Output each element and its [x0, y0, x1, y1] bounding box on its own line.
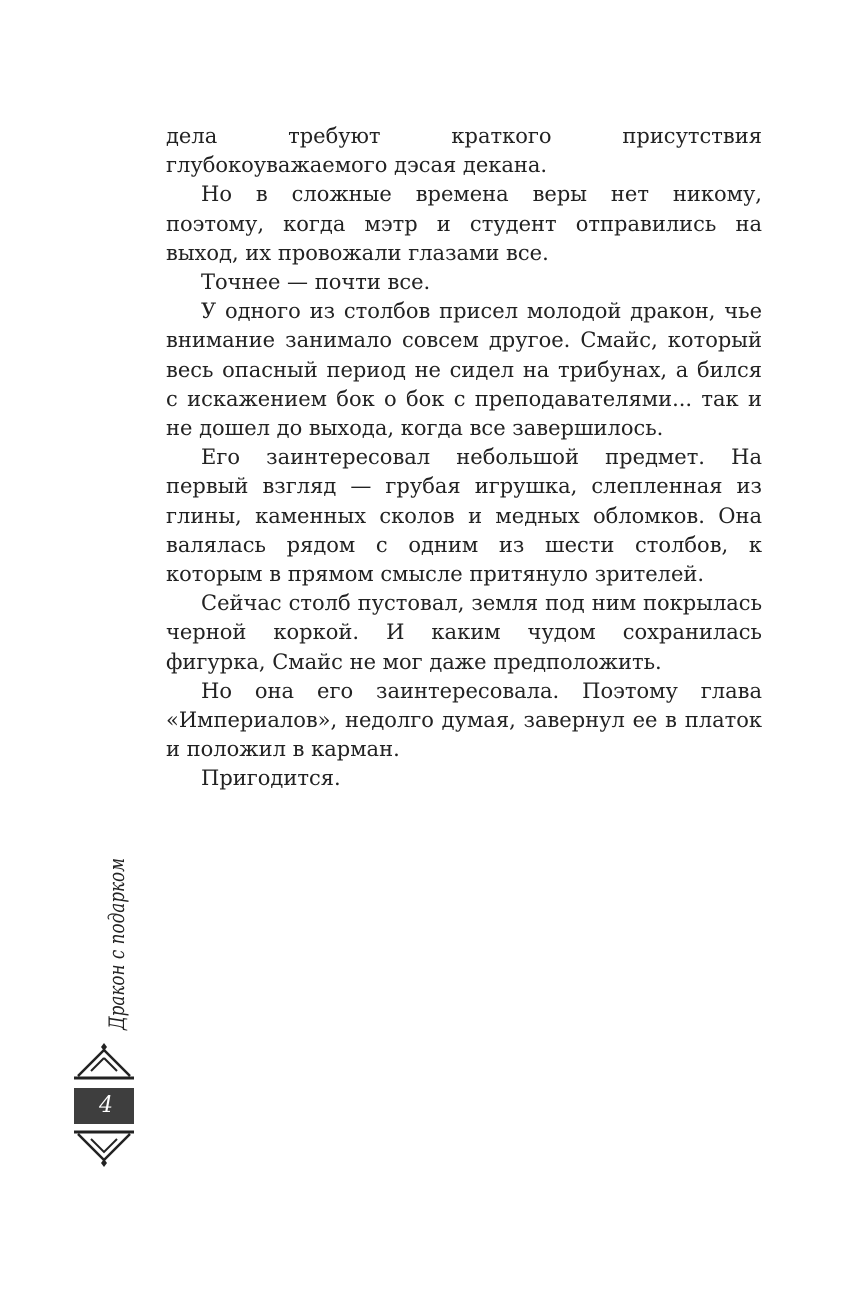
paragraph: У одного из столбов присел молодой дракон, чье внимание занимало совсем другое. Смайс, который весь опасный период не сидел на трибунах, а бился с искажением бок о бок с преподавателями... так и не дошел до выхода, когда все завершилось. — [166, 299, 762, 441]
paragraph: Но она его заинтересовала. Поэтому глава «Империалов», недолго думая, завернул ее в платок и положил в карман. — [166, 678, 762, 762]
paragraph: Сейчас столб пустовал, земля под ним покрылась черной коркой. И каким чудом сохранилась фигурка, Смайс не мог даже предположить. — [166, 591, 762, 674]
paragraph: Но в сложные времена веры нет никому, поэтому, когда мэтр и студент отправились на выход, их провожали глазами все. — [166, 182, 762, 265]
paragraph: Точнее — почти все. — [201, 270, 431, 295]
running-book-title — [104, 814, 134, 1030]
page-number: 4 — [99, 1093, 113, 1118]
book-title-text: Дракон с подарком — [105, 814, 129, 1030]
paragraph: Его заинтересовал небольшой предмет. На первый взгляд — грубая игрушка, слепленная из глины, каменных сколов и медных обломков. Она валялась рядом с одним из шести столбов, к которым в прямом смысле притянуло зрителей. — [166, 445, 762, 587]
ornament-bottom-icon — [74, 1130, 134, 1170]
paragraph: Пригодится. — [201, 766, 341, 791]
body-text — [166, 122, 762, 794]
paragraph: дела требуют краткого присутствия глубокоуважаемого дэсая декана. — [166, 124, 762, 178]
ornament-top-icon — [74, 1040, 134, 1080]
